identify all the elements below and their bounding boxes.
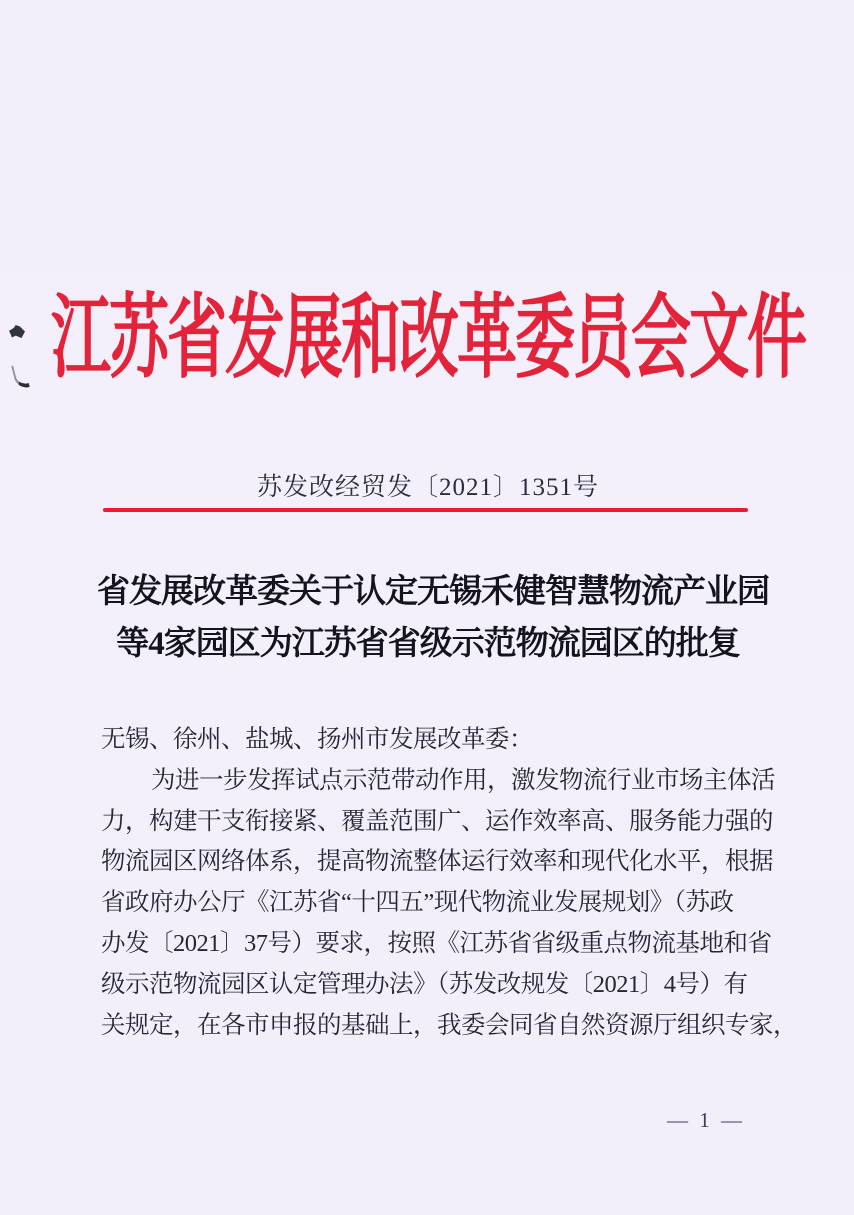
document-title (97, 566, 769, 670)
agency-masthead (51, 284, 805, 389)
body-text-line: 关规定，在各市申报的基础上，我委会同省自然资源厅组织专家， (101, 1011, 797, 1039)
document-reference-number: 苏发改经贸发〔2021〕1351号 (256, 474, 599, 501)
body-text-line: 级示范物流园区认定管理办法》（苏发改规发〔2021〕4号）有 (101, 970, 748, 998)
red-divider-line (103, 508, 748, 512)
document-body (101, 720, 797, 1046)
document-title-line-1: 省发展改革委关于认定无锡禾健智慧物流产业园 (97, 574, 769, 610)
page-number: — 1 — (667, 1108, 745, 1132)
body-text-line: 物流园区网络体系，提高物流整体运行效率和现代化水平，根据 (101, 848, 773, 876)
body-text-line: 办发〔2021〕37号）要求，按照《江苏省省级重点物流基地和省 (101, 929, 772, 957)
body-text-line: 力，构建干支衔接紧、覆盖范围广、运作效率高、服务能力强的 (101, 807, 773, 835)
body-text-line: 省政府办公厅《江苏省“十四五”现代物流业发展规划》（苏政 (101, 889, 734, 917)
document-title-line-2: 等4家园区为江苏省省级示范物流园区的批复 (116, 626, 740, 662)
agency-title-text: 江苏省发展和改革委员会文件 (51, 288, 805, 389)
ink-speck (11, 363, 30, 390)
body-text-line: 为进一步发挥试点示范带动作用，激发物流行业市场主体活 (151, 766, 775, 794)
salutation-line: 无锡、徐州、盐城、扬州市发展改革委： (101, 726, 533, 753)
ink-speck (9, 325, 25, 338)
